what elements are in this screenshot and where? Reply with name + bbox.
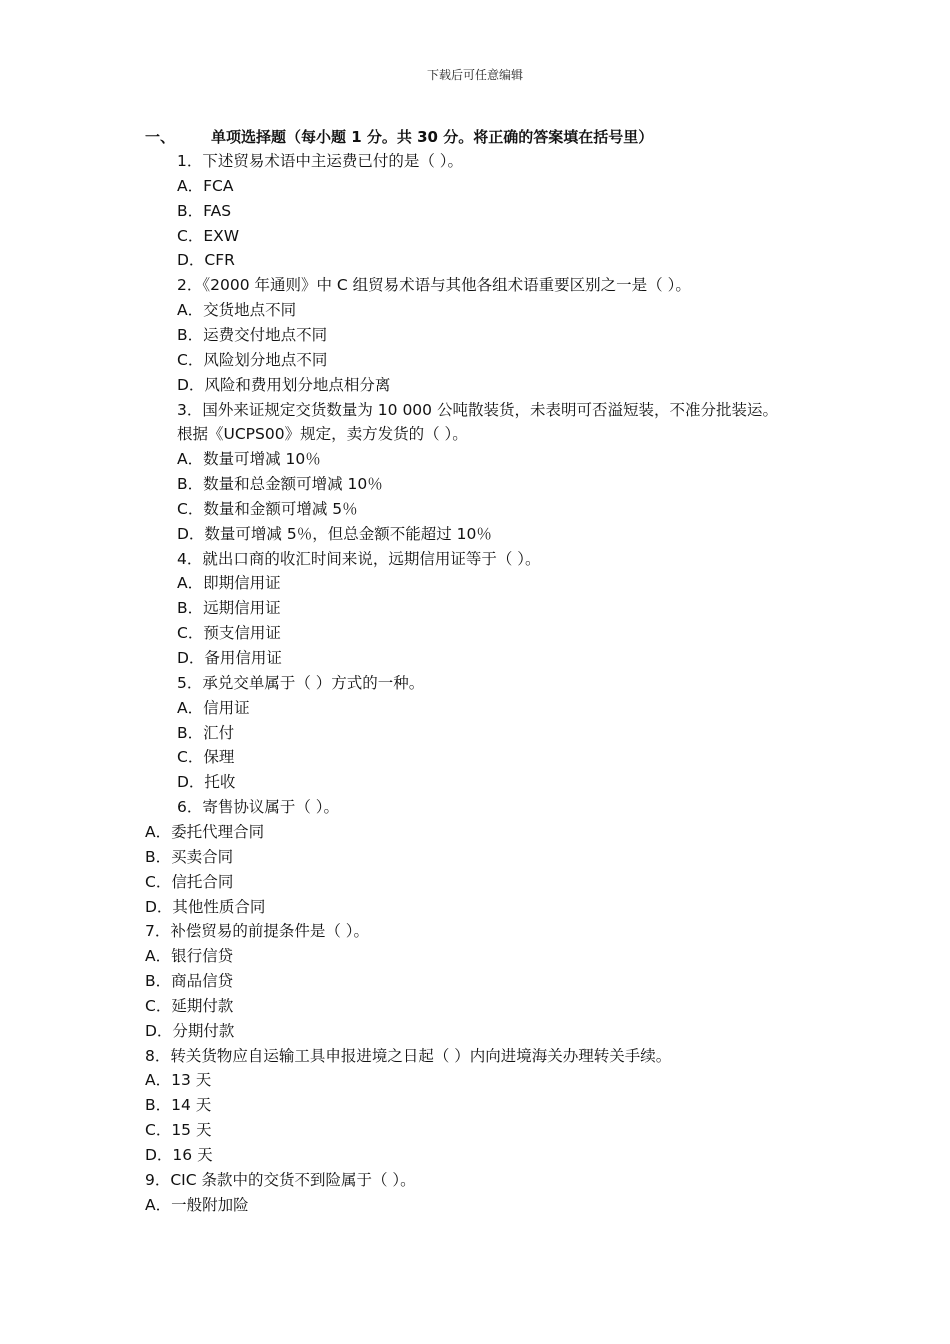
question-line: 1．下述贸易术语中主运费已付的是（ ）。 — [177, 152, 464, 170]
answer-option: C．数量和金额可增减 5％ — [177, 499, 358, 518]
question-line: 9．CIC 条款中的交货不到险属于（ ）。 — [145, 1170, 416, 1189]
answer-option: C．预支信用证 — [177, 624, 281, 643]
answer-option: C．延期付款 — [145, 996, 234, 1015]
answer-option: B．运费交付地点不同 — [177, 325, 328, 344]
answer-option: C．信托合同 — [145, 872, 234, 891]
answer-option: A．交货地点不同 — [177, 301, 297, 320]
answer-option: C．风险划分地点不同 — [177, 350, 328, 369]
question-line: 4．就出口商的收汇时间来说，远期信用证等于（ ）。 — [177, 549, 541, 568]
answer-option: B．FAS — [177, 201, 232, 220]
answer-option: D．数量可增减 5％，但总金额不能超过 10％ — [177, 524, 492, 543]
answer-option: D．其他性质合同 — [145, 897, 266, 916]
answer-option: D．托收 — [177, 773, 236, 792]
answer-option: A．一般附加险 — [145, 1195, 249, 1214]
section-title-text: 单项选择题（每小题 1 分。共 30 分。将正确的答案填在括号里） — [211, 128, 654, 146]
answer-option: C．保理 — [177, 748, 235, 767]
answer-option: A．银行信贷 — [145, 947, 234, 966]
answer-option: C．15 天 — [145, 1121, 212, 1140]
answer-option: D．分期付款 — [145, 1021, 235, 1040]
answer-option: D．16 天 — [145, 1146, 213, 1164]
answer-option: B．14 天 — [145, 1096, 212, 1115]
answer-option: A．13 天 — [145, 1071, 212, 1090]
answer-option: A．FCA — [177, 176, 234, 195]
section-title — [145, 126, 653, 147]
answer-option: D．CFR — [177, 251, 235, 270]
answer-option: A．委托代理合同 — [145, 822, 265, 841]
answer-option: B．买卖合同 — [145, 847, 234, 866]
answer-option: C．EXW — [177, 226, 240, 245]
answer-option: B．远期信用证 — [177, 599, 281, 618]
answer-option: B．商品信贷 — [145, 972, 234, 991]
question-line: 3．国外来证规定交货数量为 10 000 公吨散装货，未表明可否溢短装，不准分批装运。 — [177, 400, 778, 419]
question-line: 7．补偿贸易的前提条件是（ ）。 — [145, 922, 370, 941]
question-line: 2．《2000 年通则》中 C 组贸易术语与其他各组术语重要区别之一是（ ）。 — [177, 276, 691, 295]
question-line: 6．寄售协议属于（ ）。 — [177, 798, 340, 817]
question-line: 8．转关货物应自运输工具申报进境之日起（ ）内向进境海关办理转关手续。 — [145, 1046, 672, 1065]
answer-option: B．数量和总金额可增减 10％ — [177, 475, 383, 494]
answer-option: B．汇付 — [177, 723, 235, 742]
answer-option: D．备用信用证 — [177, 649, 282, 667]
page-header: 下载后可任意编辑 — [426, 68, 523, 82]
answer-option: A．信用证 — [177, 698, 250, 717]
answer-option: D．风险和费用划分地点相分离 — [177, 375, 391, 394]
answer-option: A．数量可增减 10％ — [177, 450, 321, 469]
answer-option: A．即期信用证 — [177, 574, 281, 593]
question-line: 5．承兑交单属于（ ）方式的一种。 — [177, 673, 425, 692]
section-number: 一、 — [145, 128, 176, 146]
question-line: 根据《UCPS00》规定，卖方发货的（ ）。 — [177, 425, 468, 444]
